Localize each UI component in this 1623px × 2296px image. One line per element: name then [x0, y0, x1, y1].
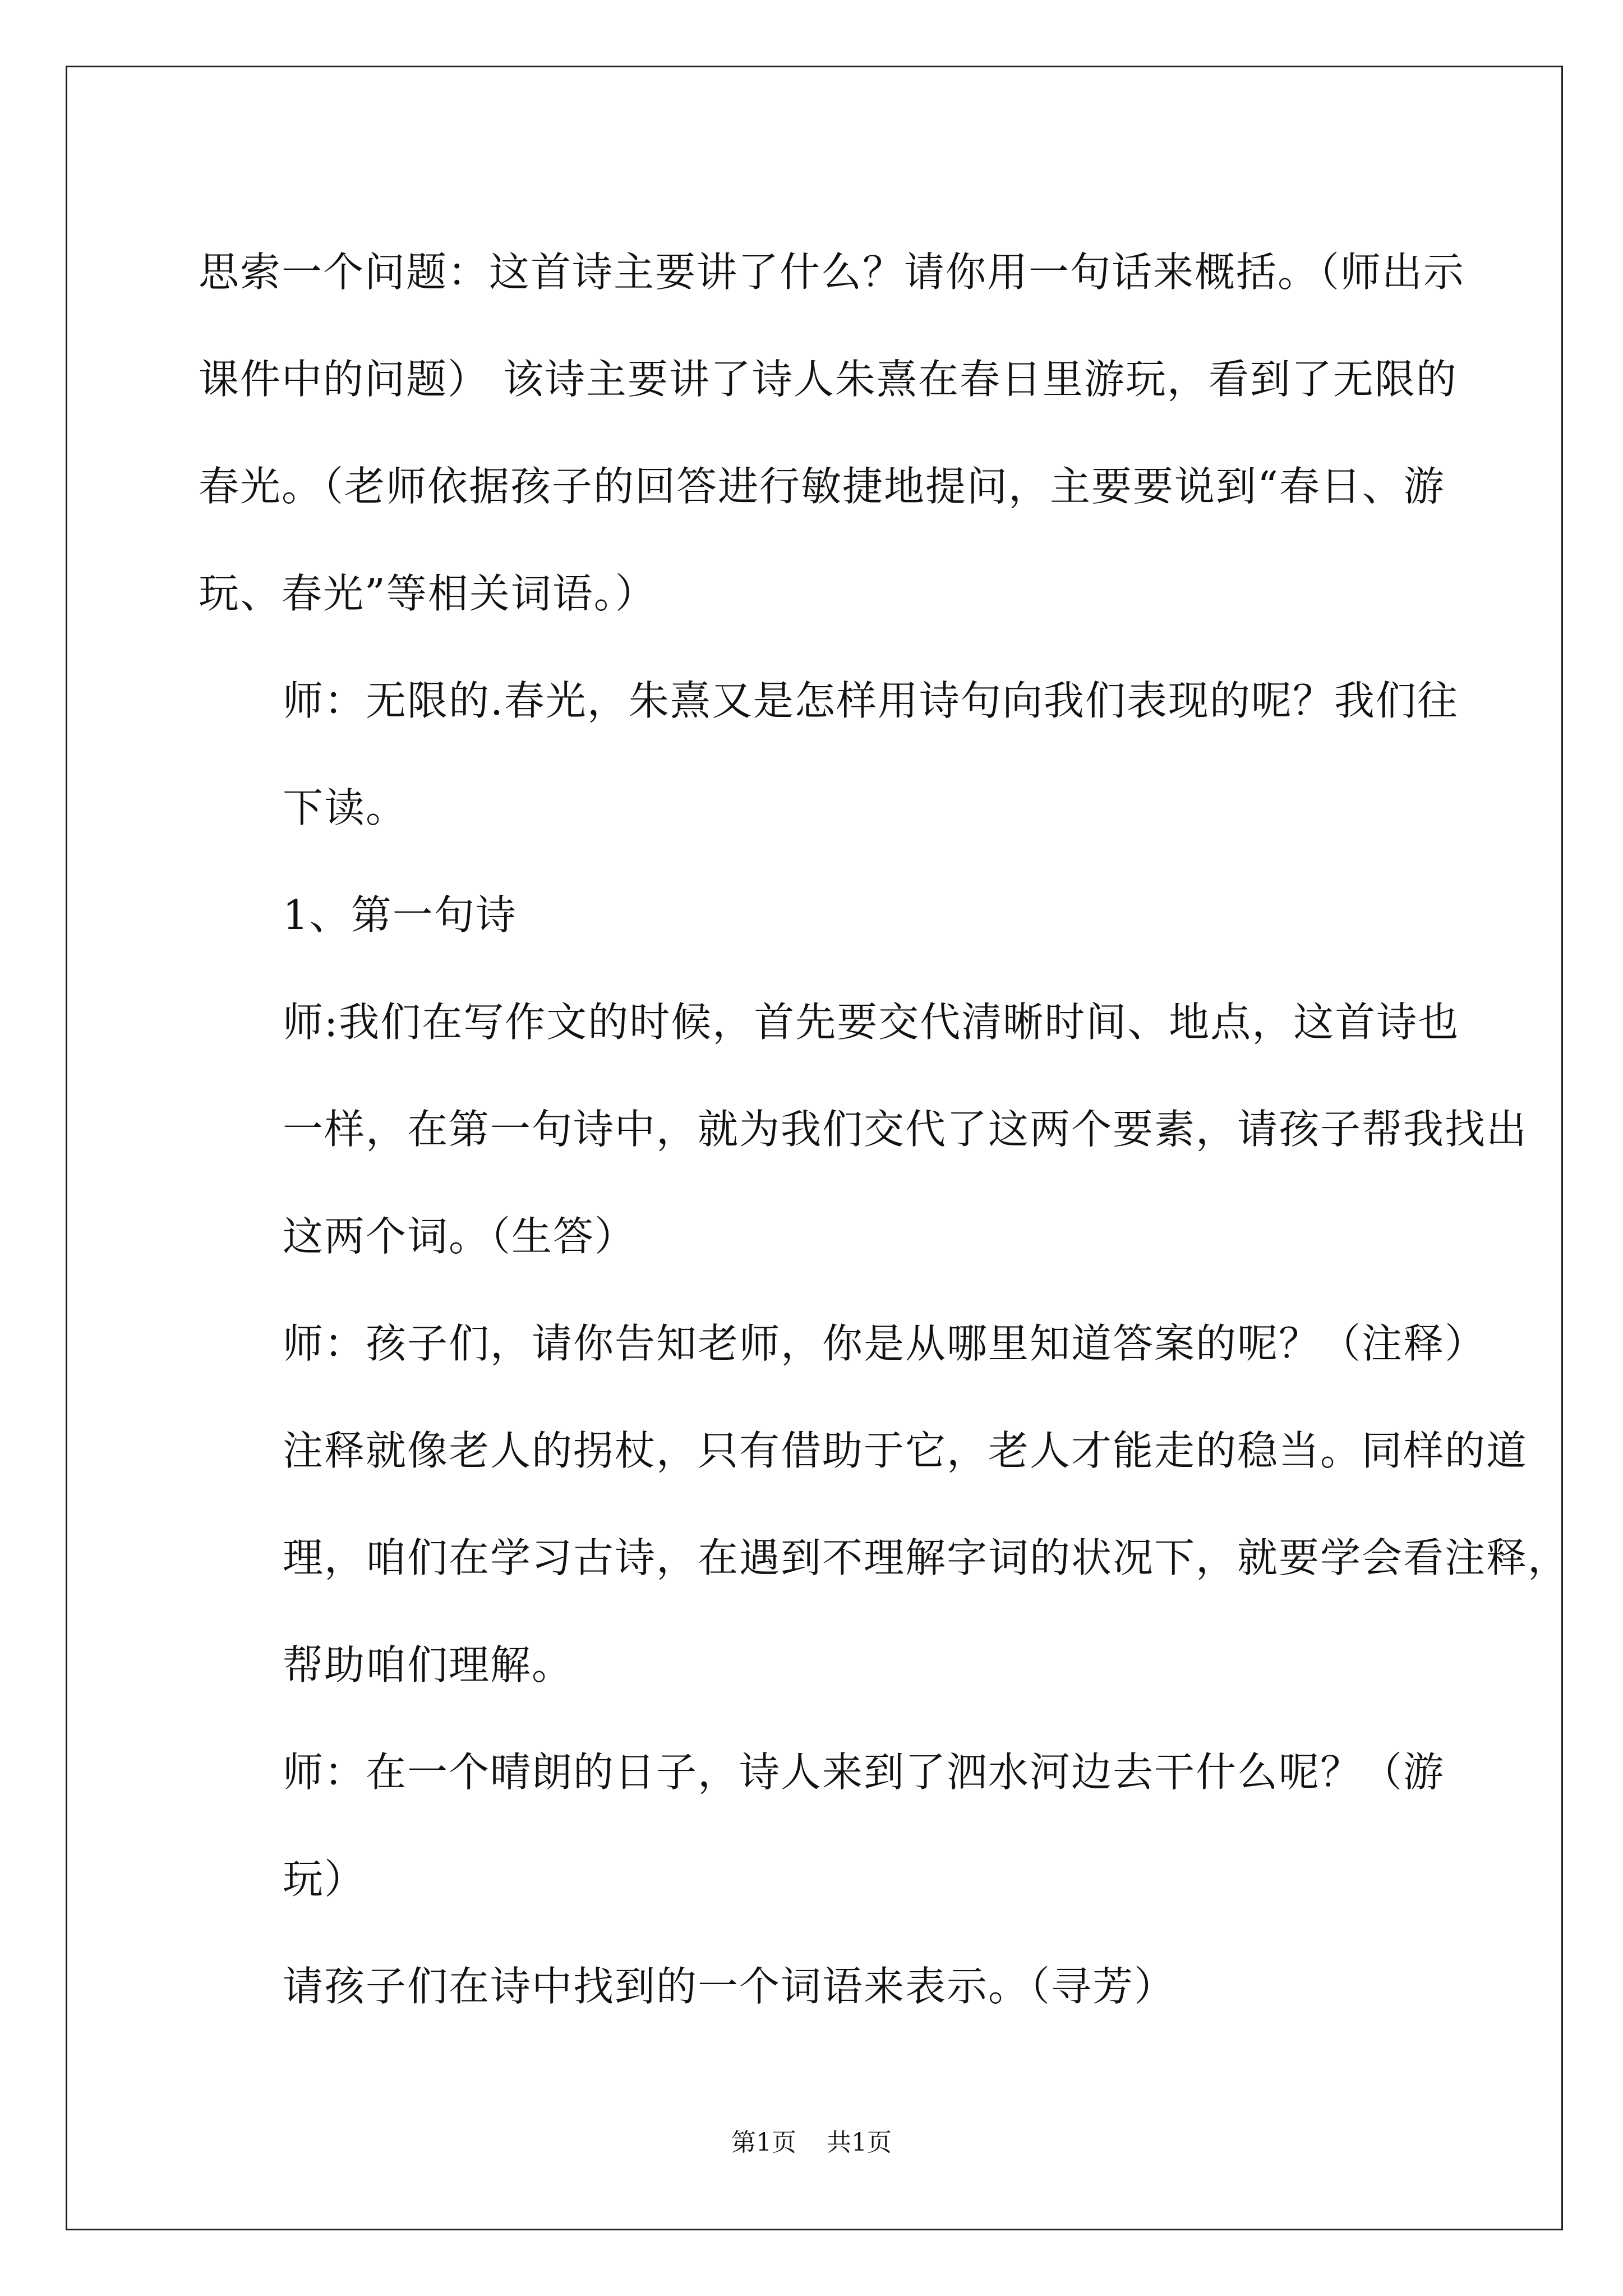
text-line: 这两个词。（生答）	[283, 1213, 637, 1260]
paragraph-find-word	[199, 1933, 1432, 2040]
text-line: 帮助咱们理解。	[283, 1641, 574, 1688]
text-line: 下读。	[283, 784, 408, 831]
text-line: 玩、春光”等相关词语。）	[199, 570, 657, 617]
text-line: 师：在一个晴朗的日子，诗人来到了泗水河边去干什么呢？（游	[283, 1749, 1445, 1796]
document-body	[199, 219, 1570, 2040]
text-line: 课件中的问题） 该诗主要讲了诗人朱熹在春日里游玩，看到了无限的	[199, 356, 1458, 403]
text-line: 玩）	[283, 1856, 366, 1903]
text-line: 1、第一句诗	[283, 891, 517, 938]
text-line: 理，咱们在学习古诗，在遇到不理解字词的状况下，就要学会看注释，	[283, 1534, 1570, 1581]
paragraph-summary-question	[199, 219, 1465, 647]
text-line: 师：无限的.春光，朱熹又是怎样用诗句向我们表现的呢？我们往	[283, 677, 1459, 724]
paragraph-time-place	[199, 969, 1528, 1290]
text-line: 春光。（老师依据孩子的回答进行敏捷地提问，主要要说到“春日、游	[199, 463, 1445, 510]
page-footer	[0, 2126, 1623, 2160]
text-line: 请孩子们在诗中找到的一个词语来表示。（寻芳）	[283, 1963, 1176, 2010]
paragraph-sunny-day	[199, 1719, 1445, 1933]
section-heading-first-line	[199, 862, 1432, 969]
text-line: 思索一个问题：这首诗主要讲了什么？请你用一句话来概括。（师出示	[199, 249, 1465, 296]
page-number: 第1页	[731, 2128, 796, 2157]
text-line: 师:我们在写作文的时候，首先要交代清晰时间、地点，这首诗也	[283, 999, 1460, 1046]
text-line: 注释就像老人的拐杖，只有借助于它，老人才能走的稳当。同样的道	[283, 1427, 1528, 1474]
page-total: 共1页	[827, 2128, 892, 2157]
text-line: 师：孩子们，请你告知老师，你是从哪里知道答案的呢？（注释）	[283, 1320, 1487, 1367]
paragraph-teacher-transition	[199, 647, 1459, 862]
text-line: 一样，在第一句诗中，就为我们交代了这两个要素，请孩子帮我找出	[283, 1106, 1528, 1153]
paragraph-annotation	[199, 1290, 1570, 1719]
